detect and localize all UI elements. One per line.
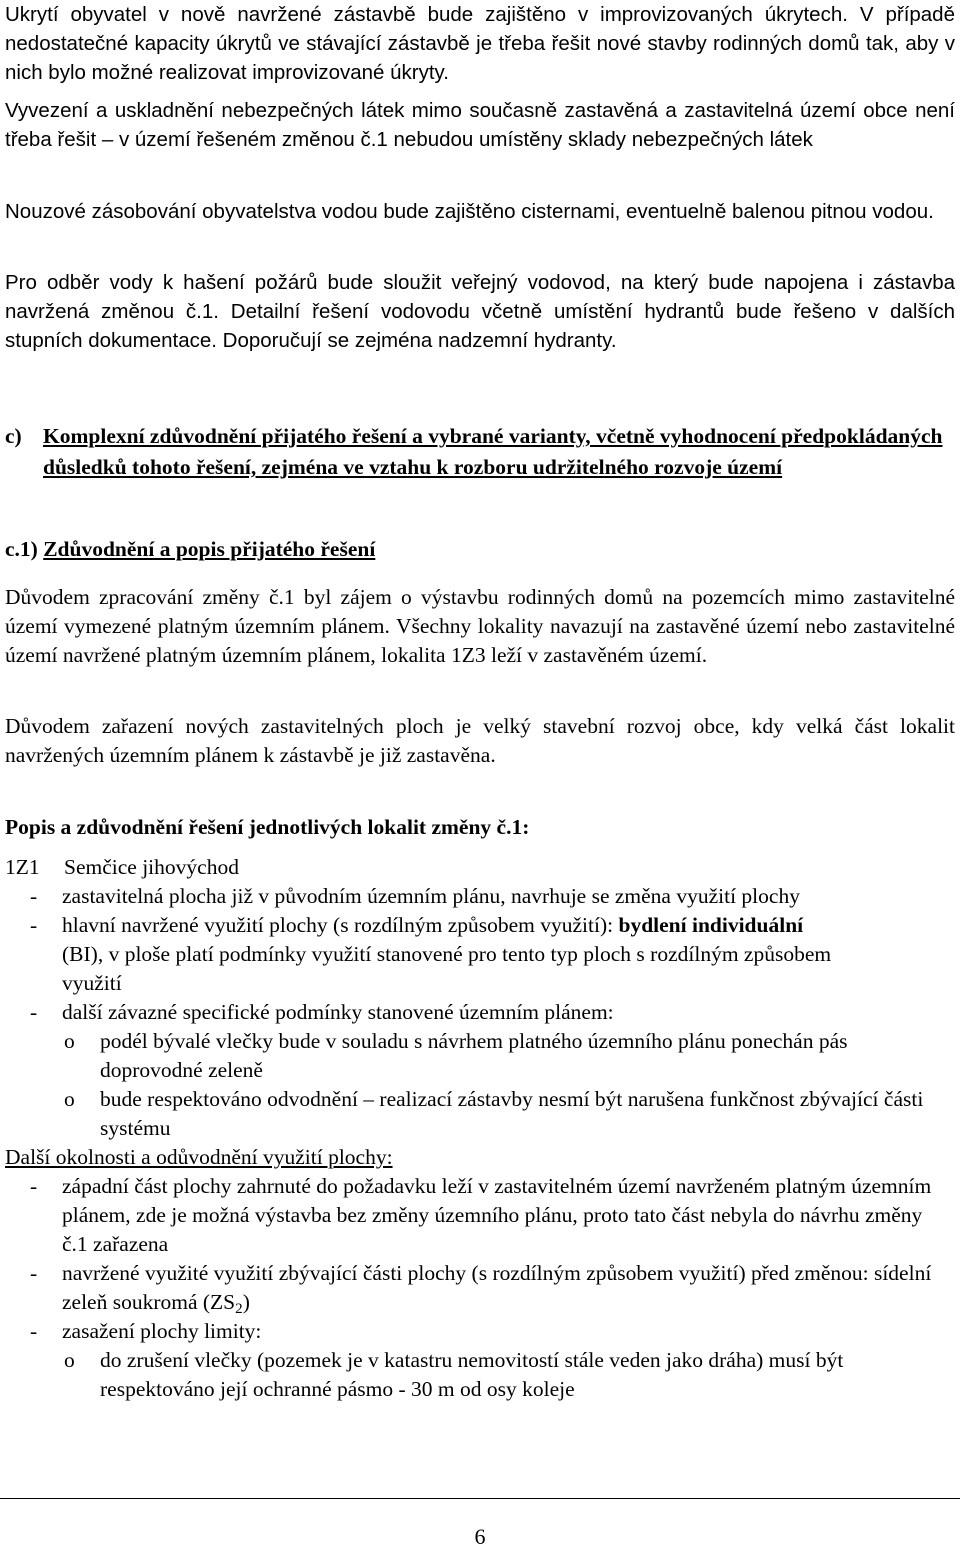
paragraph-emergency-water: Nouzové zásobování obyvatelstva vodou bude zajištěno cisternami, eventuelně balenou pitnou vodou. [5,200,934,223]
bullet-marker: - [30,1174,38,1198]
list-item-text: zasažení plochy limity: [62,1319,262,1343]
closing-paren: ) [242,1290,250,1314]
sub-bullet-marker: o [64,1029,75,1053]
paragraph-reason-new-areas: Důvodem zařazení nových zastavitelných ploch je velký stavební rozvoj obce, kdy velká část lokalit navržených územním plánem k zástavbě je již zastavěna. [5,714,955,767]
sub-list-item-text: do zrušení vlečky (pozemek je v katastru nemovitostí stále veden jako dráha) musí být respektováno její ochranné pásmo - 30 m od osy koleje [100,1348,844,1401]
list-item-main: navržené využité využití zbývající části plochy (s rozdílným způsobem využití) před změnou: sídelní zeleň soukromá (ZS [62,1261,932,1314]
locality-code: 1Z1 [5,855,40,879]
list-item-text [62,1259,932,1324]
localities-heading: Popis a zdůvodnění řešení jednotlivých lokalit změny č.1: [5,815,530,839]
page-number: 6 [474,1524,486,1549]
sub-list-item-text: podél bývalé vlečky bude v souladu s návrhem platného územního plánu ponechán pás doprovodné zeleně [100,1029,848,1082]
list-item-continuation: (BI), v ploše platí podmínky využití stanovené pro tento typ ploch s rozdílným způsobem využití [62,942,832,995]
section-c1-heading [5,535,955,564]
bullet-marker: - [30,1261,38,1285]
paragraph-reason-change: Důvodem zpracování změny č.1 byl zájem o výstavbu rodinných domů na pozemcích mimo zastavitelné území vymezené platným územním plánem. Všechny lokality navazují na zastavěné území nebo zastavitelné území navržené platným územním plánem, lokalita 1Z3 leží v zastavěném území. [5,585,955,667]
section-c-heading [5,421,955,514]
list-item-text [62,911,955,940]
locality-name: Semčice jihovýchod [64,855,239,879]
other-circumstances-heading: Další okolnosti a odůvodnění využití plochy: [5,1145,393,1169]
section-c-label: c) [5,424,22,448]
list-item-prefix: hlavní navržené využití plochy (s rozdílným způsobem využití): [62,913,619,937]
paragraph-hazardous-substances: Vyvezení a uskladnění nebezpečných látek mimo současně zastavěná a zastavitelná území obce není třeba řešit – v území řešeném změnou č.1 nebudou umístěny sklady nebezpečných látek [5,99,955,151]
section-c1-title: Zdůvodnění a popis přijatého řešení [43,537,376,561]
list-item-text: zastavitelná plocha již v původním územním plánu, navrhuje se změna využití plochy [62,884,800,908]
subscript: 2 [235,1300,243,1317]
sub-bullet-marker: o [64,1348,75,1372]
paragraph-fire-water: Pro odběr vody k hašení požárů bude sloužit veřejný vodovod, na který bude napojena i zástavba navržená změnou č.1. Detailní řešení vodovodu včetně umístění hydrantů bude řešeno v dalších stupních dokumentace. Doporučují se zejména nadzemní hydranty. [5,271,955,352]
land-use-bold: bydlení individuální [618,913,804,937]
list-item-text: další závazné specifické podmínky stanovené územním plánem: [62,1000,614,1024]
section-c-title: Komplexní zdůvodnění přijatého řešení a vybrané varianty, včetně vyhodnocení předpokládaných důsledků tohoto řešení, zejména ve vztahu k rozboru udržitelného rozvoje území [43,424,943,479]
list-item-text: západní část plochy zahrnuté do požadavku leží v zastavitelném území navrženém platným územním plánem, zde je možná výstavba bez změny územního plánu, proto tato část nebyla do návrhu změny č.1 zařazena [62,1174,932,1256]
sub-list-item-text: bude respektováno odvodnění – realizací zástavby nesmí být narušena funkčnost zbývající části systému [100,1087,924,1140]
paragraph-shelters: Ukrytí obyvatel v nově navržené zástavbě bude zajištěno v improvizovaných úkrytech. V případě nedostatečné kapacity úkrytů ve stávající zástavbě je třeba řešit nové stavby rodinných domů tak, aby v nich bylo možné realizovat improvizované úkryty. [5,3,955,84]
locality-heading [5,853,955,882]
section-c1-label: c.1) [5,537,38,561]
bullet-marker: - [30,884,38,908]
bullet-marker: - [30,913,38,937]
bullet-marker: - [30,1000,38,1024]
sub-bullet-marker: o [64,1087,75,1111]
bullet-marker: - [30,1319,38,1343]
footer-divider [0,1498,960,1499]
